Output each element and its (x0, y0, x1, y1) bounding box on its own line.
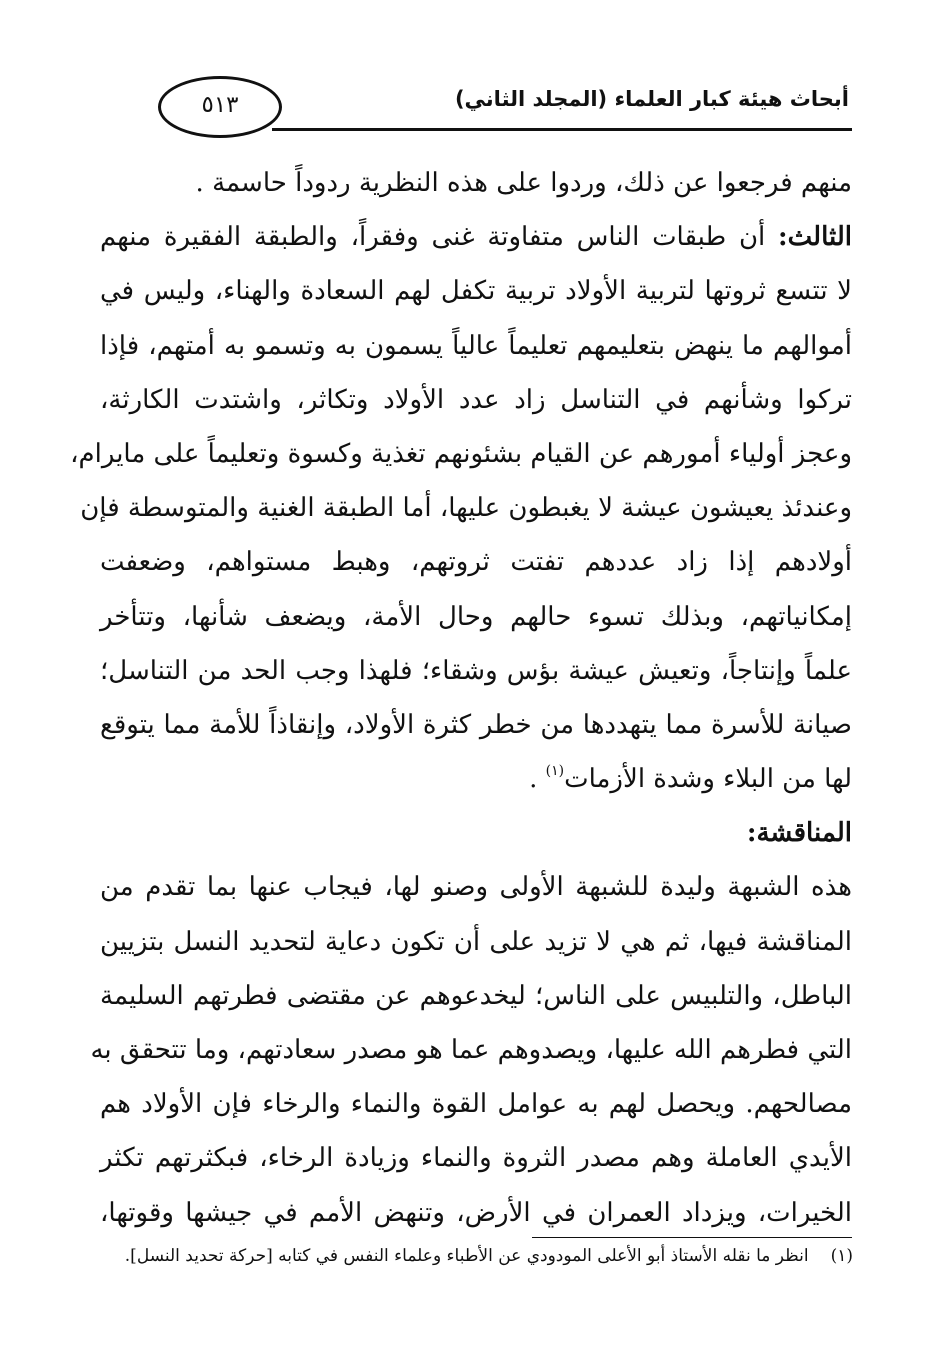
text-line-end: . (529, 764, 546, 795)
text-line: الباطل، والتلبيس على الناس؛ ليخدعوهم عن مقتضى فطرتهم السليمة (100, 980, 852, 1011)
body-text (70, 156, 852, 1240)
footnote-marker: (١) (830, 1246, 853, 1266)
text-line: علماً وإنتاجاً، وتعيش عيشة بؤس وشقاء؛ فلهذا وجب الحد من التناسل؛ (100, 655, 852, 686)
text-line: التي فطرهم الله عليها، ويصدوهم عما هو مصدر سعادتهم، وما تتحقق به (90, 1035, 852, 1065)
running-header-title: أبحاث هيئة كبار العلماء (المجلد الثاني) (454, 87, 849, 111)
text-line: أولادهم إذا زاد عددهم تفتت ثروتهم، وهبط مستواهم، وضعفت (100, 547, 852, 578)
text-line: هذه الشبهة وليدة للشبهة الأولى وصنو لها، فيجاب عنها بما تقدم من (100, 872, 852, 903)
footnote-rule (532, 1237, 852, 1238)
text-line-rest: أن طبقات الناس متفاوتة غنى وفقراً، والطبقة الفقيرة منهم (100, 222, 779, 253)
header-rule (272, 128, 852, 131)
section-heading: المناقشة: (746, 818, 852, 849)
section-lead: الثالث: (778, 222, 852, 253)
footnote-reference: (١) (545, 763, 565, 780)
text-line: المناقشة فيها، ثم هي لا تزيد على أن تكون دعاية لتحديد النسل بتزيين (100, 926, 852, 957)
footnote (93, 1243, 853, 1269)
text-line: وعجز أولياء أمورهم عن القيام بشئونهم تغذية وكسوة وتعليماً على مايرام، (70, 438, 852, 469)
text-line: لا تتسع ثروتها لتربية الأولاد تربية تكفل لهم السعادة والهناء، وليس في (100, 276, 852, 307)
text-line: الأيدي العاملة وهم مصدر الثروة والنماء وزيادة الرخاء، فبكثرتهم تكثر (100, 1143, 852, 1174)
text-line: أموالهم ما ينهض بتعليمهم تعليماً عالياً يسمون به وتسمو به أمتهم، فإذا (100, 330, 852, 361)
text-line: صيانة للأسرة مما يتهددها من خطر كثرة الأولاد، وإنقاذاً للأمة مما يتوقع (100, 709, 852, 740)
text-line: الخيرات، ويزداد العمران في الأرض، وتنهض الأمم في جيشها وقوتها، (100, 1197, 852, 1228)
text-line: تركوا وشأنهم في التناسل زاد عدد الأولاد وتكاثر، واشتدت الكارثة، (100, 384, 852, 415)
text-line: وعندئذ يعيشون عيشة لا يغبطون عليها، أما الطبقة الغنية والمتوسطة فإن (80, 493, 852, 524)
page-number: ٥١٣ (201, 92, 239, 118)
footnote-text: انظر ما نقله الأستاذ أبو الأعلى المودودي عن الأطباء وعلماء النفس في كتابه [حركة تحديد النسل]. (124, 1246, 809, 1266)
text-line (100, 752, 852, 806)
text-line: إمكانياتهم، وبذلك تسوء حالهم وحال الأمة، ويضعف شأنها، وتتأخر (100, 601, 852, 632)
text-line-part: لها من البلاء وشدة الأزمات (564, 764, 852, 795)
text-line (100, 210, 852, 264)
text-line: مصالحهم. ويحصل لهم به عوامل القوة والنماء والرخاء فإن الأولاد هم (100, 1089, 852, 1120)
text-line: منهم فرجعوا عن ذلك، وردوا على هذه النظرية ردوداً حاسمة . (195, 168, 852, 198)
